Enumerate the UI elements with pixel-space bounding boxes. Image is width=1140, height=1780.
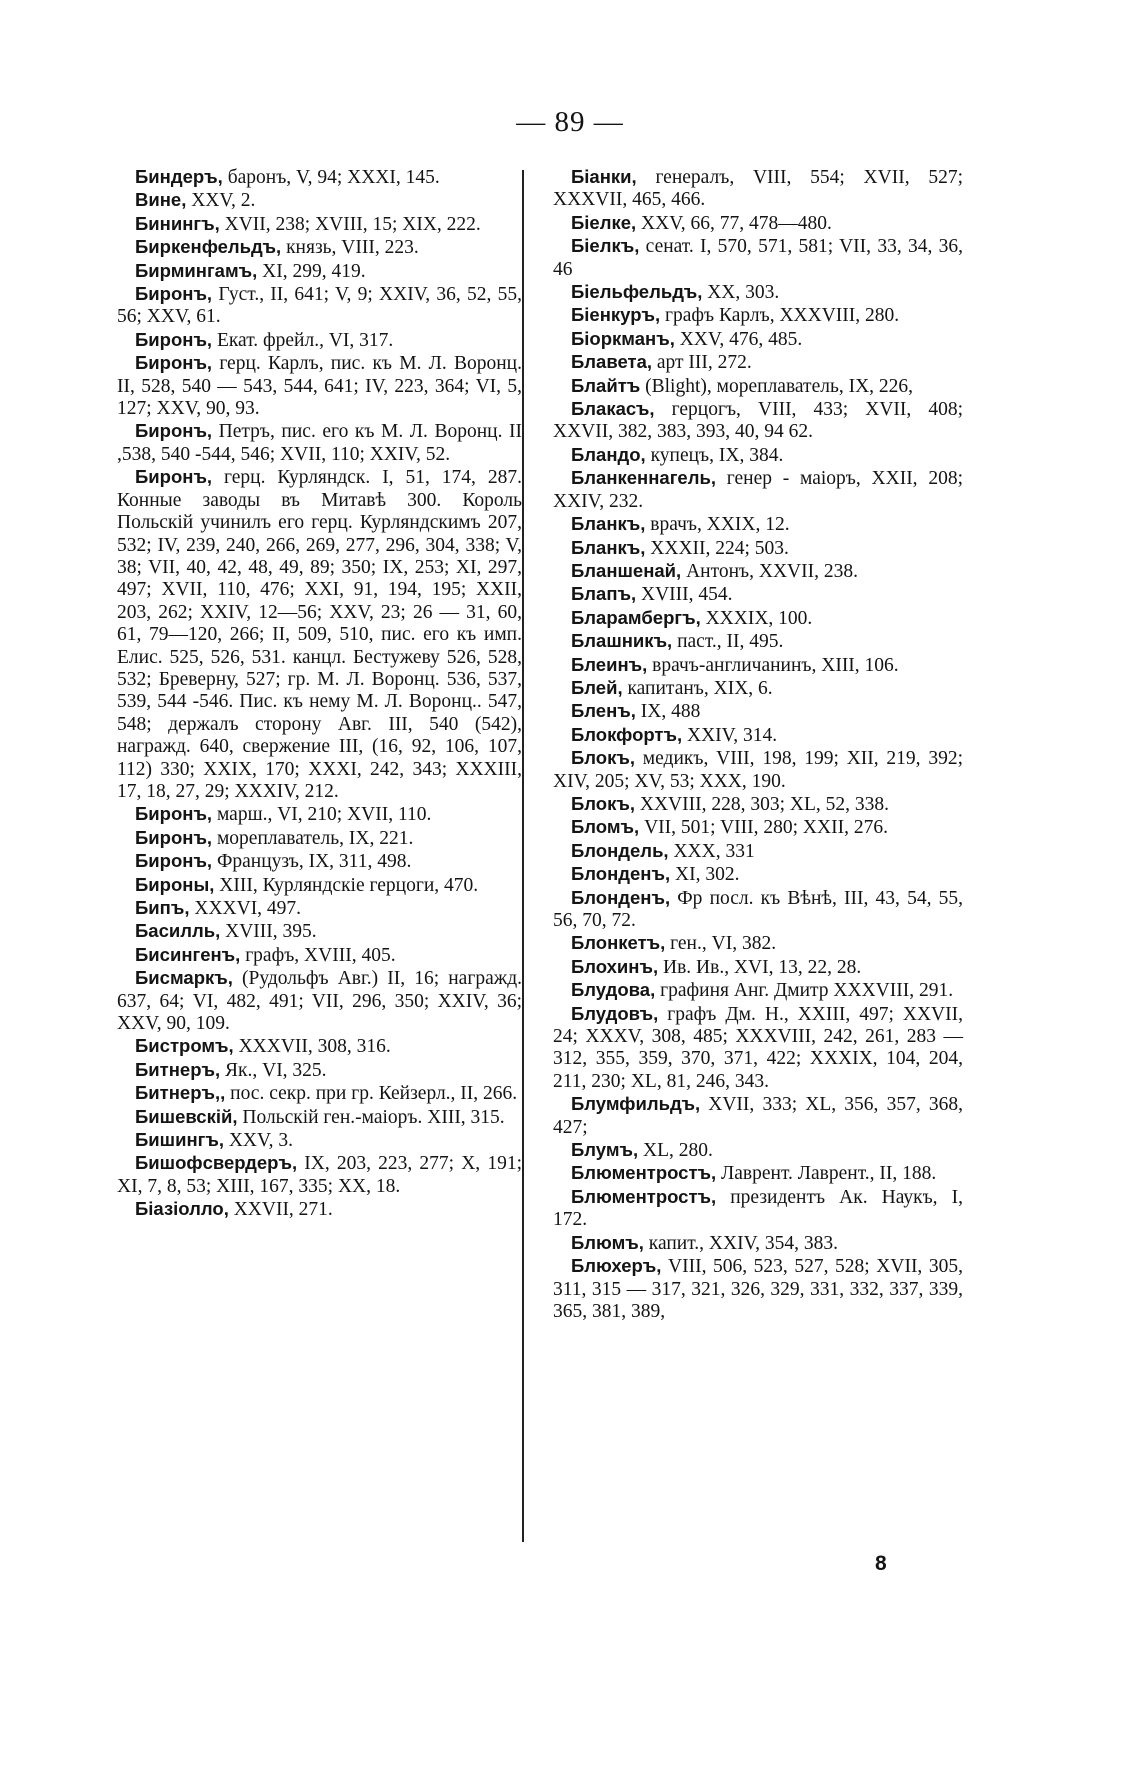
entry-name: Біоркманъ, xyxy=(571,327,675,349)
entry-name: Биронъ, xyxy=(135,466,213,488)
entry-references: медикъ, VIII, 198, 199; XII, 219, 392; XIV, 205; XV, 53; XXX, 190. xyxy=(553,748,964,792)
entry-name: Бироны, xyxy=(135,873,215,895)
entry-references: врачъ-англичанинъ, XIII, 106. xyxy=(652,654,899,676)
entry-name: Биронъ, xyxy=(135,283,213,305)
entry-references: XXIV, 314. xyxy=(686,724,778,746)
index-entry xyxy=(117,850,522,873)
index-entry xyxy=(553,840,963,863)
entry-name: Блайтъ xyxy=(571,374,641,396)
index-entry xyxy=(553,212,963,235)
entry-references: XXX, 331 xyxy=(673,840,755,862)
entry-name: Биронъ, xyxy=(135,803,213,825)
entry-name: Блокъ, xyxy=(571,747,635,769)
entry-references: графъ Дм. Н., XXIII, 497; XXVII, 24; XXXV, 308, 485; XXXVIII, 242, 261, 283 — 312, 355, 359, 370, 371, 422; XXXIX, 104, 204, 211, 230; XL, 81, 246, 343. xyxy=(553,1003,963,1092)
entry-references: герц. Карлъ, пис. къ М. Л. Воронц. II, 528, 540 — 543, 544, 641; IV, 223, 364; VI, 5, 127; XXV, 90, 93. xyxy=(117,353,522,420)
entry-references: герц. Курляндск. I, 51, 174, 287. Конные заводы въ Митавѣ 300. Король Польскій учинилъ его герц. Курляндскимъ 207, 532; IV, 239, 240, 266, 269, 277, 296, 304, 338; V, 38; VII, 40, 42, 48, 49, 89; 350; IX, 253; XI, 297, 497; XVII, 110, 476; XXI, 91, 194, 195; XXII, 203, 262; XXIV, 12—56; XXV, 23; 26 — 31, 60, 61, 79—120, 266; II, 509, 510, пис. его къ имп. Елис. 525, 526, 531. канцл. Бестужеву 526, 528, 532; Бреверну, 527; гр. М. Л. Воронц. 536, 537, 539, 544 -546. Пис. къ нему М. Л. Воронц.. 547, 548; держалъ сторону Авг. III, 540 (542), награжд. 640, свержение III, (16, 92, 106, 107, 112) 330; XXIX, 170; XXXI, 242, 343; XXXIII, 17, 18, 27, 29; XXXIV, 212. xyxy=(117,467,522,802)
entry-references: VII, 501; VIII, 280; XXII, 276. xyxy=(644,817,888,839)
entry-name: Блонденъ, xyxy=(571,886,671,908)
entry-name: Блашникъ, xyxy=(571,630,673,652)
index-entry xyxy=(553,537,963,560)
entry-name: Блокъ, xyxy=(571,792,635,814)
entry-name: Бландо, xyxy=(571,443,646,465)
entry-name: Биронъ, xyxy=(135,826,213,848)
index-entry xyxy=(553,444,963,467)
index-entry xyxy=(117,420,522,466)
entry-name: Бланкеннагель, xyxy=(571,467,716,489)
index-entry xyxy=(553,1255,963,1323)
entry-references: герцогъ, VIII, 433; XVII, 408; XXVII, 382, 383, 393, 40, 94 62. xyxy=(553,399,964,443)
index-entry xyxy=(117,803,522,826)
entry-references: Польскій ген.-маіоръ. XIII, 315. xyxy=(242,1106,505,1128)
index-entry xyxy=(117,874,522,897)
entry-name: Бланкъ, xyxy=(571,536,646,558)
index-entry xyxy=(117,1082,522,1105)
index-entry xyxy=(117,1035,522,1058)
index-entry xyxy=(553,1093,963,1139)
index-entry xyxy=(553,398,963,444)
entry-references: Французъ, IX, 311, 498. xyxy=(216,851,412,873)
index-entry xyxy=(117,1152,522,1198)
index-entry xyxy=(117,283,522,329)
entry-references: купецъ, IX, 384. xyxy=(650,444,784,466)
entry-references: генер - маіоръ, XXII, 208; XXIV, 232. xyxy=(553,468,963,512)
entry-name: Біазіолло, xyxy=(135,1198,229,1220)
entry-references: XL, 280. xyxy=(643,1140,713,1162)
entry-references: сенат. I, 570, 571, 581; VII, 33, 34, 36, 46 xyxy=(553,236,964,280)
entry-name: Бистромъ, xyxy=(135,1035,234,1057)
index-entry xyxy=(117,213,522,236)
entry-references: паст., II, 495. xyxy=(677,631,784,653)
index-entry xyxy=(553,1232,963,1255)
entry-name: Бленъ, xyxy=(571,700,636,722)
entry-name: Бирмингамъ, xyxy=(135,259,258,281)
index-entry xyxy=(553,863,963,886)
index-column-left xyxy=(117,166,522,1222)
entry-references: генералъ, VIII, 554; XVII, 527; XXXVII, 465, 466. xyxy=(553,167,964,211)
entry-name: Вине, xyxy=(135,189,187,211)
entry-references: XXXVII, 308, 316. xyxy=(238,1036,391,1058)
entry-name: Блюмъ, xyxy=(571,1231,644,1253)
entry-name: Блюментростъ, xyxy=(571,1162,717,1184)
entry-name: Бинингъ, xyxy=(135,212,220,234)
entry-references: Петръ, пис. его къ М. Л. Воронц. II ,538, 540 -544, 546; XVII, 110; XXIV, 52. xyxy=(117,421,523,465)
index-entry xyxy=(117,944,522,967)
entry-references: VIII, 506, 523, 527, 528; XVII, 305, 311, 315 — 317, 321, 326, 329, 331, 332, 337, 339, 365, 381, 389, xyxy=(553,1256,963,1322)
entry-name: Битнеръ,, xyxy=(135,1082,226,1104)
index-entry xyxy=(553,1003,963,1094)
entry-name: Бишофсвердеръ, xyxy=(135,1152,298,1174)
entry-name: Блапъ, xyxy=(571,583,637,605)
index-entry xyxy=(553,328,963,351)
index-entry xyxy=(117,1059,522,1082)
entry-name: Блондель, xyxy=(571,839,669,861)
index-entry xyxy=(553,932,963,955)
page-number: — 89 — xyxy=(516,106,624,138)
entry-name: Биронъ, xyxy=(135,328,213,350)
entry-references: баронъ, V, 94; XXXI, 145. xyxy=(227,167,440,188)
entry-references: мореплаватель, IX, 221. xyxy=(216,827,414,849)
entry-name: Біенкуръ, xyxy=(571,304,661,326)
entry-references: XXVII, 271. xyxy=(233,1199,333,1221)
entry-name: Бипъ, xyxy=(135,897,190,918)
index-entry xyxy=(553,583,963,606)
entry-references: Густ., II, 641; V, 9; XXIV, 36, 52, 55, 56; XXV, 61. xyxy=(117,284,523,328)
entry-name: Блеинъ, xyxy=(571,653,648,675)
index-entry xyxy=(117,1198,522,1221)
index-entry xyxy=(553,816,963,839)
entry-references: XXXII, 224; 503. xyxy=(650,537,789,559)
entry-name: Басилль, xyxy=(135,920,221,942)
entry-name: Біелке, xyxy=(571,211,637,233)
entry-name: Бишингъ, xyxy=(135,1129,224,1151)
index-entry xyxy=(117,166,522,189)
entry-references: пос. секр. при гр. Кейзерл., II, 266. xyxy=(230,1083,518,1105)
entry-references: президентъ Ак. Наукъ, I, 172. xyxy=(553,1186,963,1231)
entry-references: XXV, 66, 77, 478—480. xyxy=(641,212,832,234)
entry-references: XXV, 3. xyxy=(228,1130,293,1152)
entry-name: Блудова, xyxy=(571,979,656,1001)
entry-references: капитанъ, XIX, 6. xyxy=(627,677,773,699)
entry-name: Блудовъ, xyxy=(571,1002,659,1024)
entry-name: Біельфельдъ, xyxy=(571,281,703,303)
index-entry xyxy=(117,466,522,803)
index-entry xyxy=(553,166,963,212)
entry-references: XI, 299, 419. xyxy=(262,260,366,282)
entry-name: Биронъ, xyxy=(135,420,213,442)
entry-references: ген., VI, 382. xyxy=(670,933,777,955)
entry-references: XXV, 476, 485. xyxy=(679,328,803,350)
entry-references: Антонъ, XXVII, 238. xyxy=(686,560,858,582)
entry-name: Біелкъ, xyxy=(571,235,640,257)
entry-name: Бисингенъ, xyxy=(135,943,241,965)
entry-name: Бланшенай, xyxy=(571,559,682,581)
entry-references: IX, 203, 223, 277; X, 191; XI, 7, 8, 53; XIII, 167, 335; XX, 18. xyxy=(117,1153,522,1197)
index-entry xyxy=(553,304,963,327)
entry-references: XIII, Курляндскіе герцоги, 470. xyxy=(219,874,479,896)
entry-references: графиня Анг. Дмитр XXXVIII, 291. xyxy=(660,980,954,1002)
entry-references: Як., VI, 325. xyxy=(225,1059,327,1081)
index-entry xyxy=(553,513,963,536)
entry-references: IX, 488 xyxy=(640,701,701,723)
signature-mark: 8 xyxy=(875,1552,887,1575)
entry-references: капит., XXIV, 354, 383. xyxy=(648,1232,839,1254)
entry-name: Біанки, xyxy=(571,166,637,187)
entry-references: XI, 302. xyxy=(675,864,740,886)
index-entry xyxy=(553,654,963,677)
entry-references: (Рудольфъ Авг.) II, 16; награжд. 637, 64; VI, 482, 491; VII, 296, 350; XXIV, 36; XXV, 90, 109. xyxy=(117,968,523,1035)
entry-references: XVIII, 454. xyxy=(641,584,733,606)
column-divider xyxy=(522,170,524,1542)
index-entry xyxy=(553,793,963,816)
entry-references: марш., VI, 210; XVII, 110. xyxy=(216,804,432,826)
index-entry xyxy=(117,1129,522,1152)
index-entry xyxy=(117,897,522,920)
index-entry xyxy=(553,1186,963,1232)
entry-name: Бисмаркъ, xyxy=(135,967,233,989)
entry-references: графъ Карлъ, XXXVIII, 280. xyxy=(665,305,900,327)
entry-name: Блавета, xyxy=(571,351,653,373)
entry-name: Биндеръ, xyxy=(135,166,223,187)
entry-references: XX, 303. xyxy=(707,282,780,304)
entry-name: Бларамбергъ, xyxy=(571,606,701,628)
entry-references: XXVIII, 228, 303; XL, 52, 338. xyxy=(639,793,890,815)
entry-references: XXV, 2. xyxy=(191,190,256,212)
index-entry xyxy=(553,724,963,747)
index-entry xyxy=(117,967,522,1035)
index-entry xyxy=(117,260,522,283)
index-entry xyxy=(553,747,963,793)
entry-name: Блакасъ, xyxy=(571,398,655,420)
entry-references: XVII, 238; XVIII, 15; XIX, 222. xyxy=(224,213,481,235)
index-entry xyxy=(553,235,963,281)
index-entry xyxy=(553,281,963,304)
index-entry xyxy=(553,560,963,583)
index-entry xyxy=(553,887,963,933)
entry-name: Блюментростъ, xyxy=(571,1185,717,1207)
entry-name: Блонденъ, xyxy=(571,863,671,885)
index-entry xyxy=(553,630,963,653)
entry-references: Екат. фрейл., VI, 317. xyxy=(216,329,394,351)
entry-name: Блумфильдъ, xyxy=(571,1093,701,1115)
entry-references: арт III, 272. xyxy=(656,352,752,374)
entry-name: Биронъ, xyxy=(135,352,213,374)
entry-references: XXXIX, 100. xyxy=(705,607,813,629)
index-entry xyxy=(553,467,963,513)
entry-name: Бломъ, xyxy=(571,816,640,838)
entry-name: Блумъ, xyxy=(571,1139,639,1161)
entry-references: Фр посл. къ Вѣнѣ, III, 43, 54, 55, 56, 70, 72. xyxy=(553,887,963,931)
entry-name: Биронъ, xyxy=(135,850,213,872)
entry-references: Лаврент. Лаврент., II, 188. xyxy=(721,1163,937,1185)
entry-references: врачъ, XXIX, 12. xyxy=(650,514,790,536)
entry-name: Бишевскій, xyxy=(135,1105,238,1127)
entry-name: Блохинъ, xyxy=(571,955,659,977)
index-entry xyxy=(553,1162,963,1185)
entry-name: Блей, xyxy=(571,676,623,698)
index-entry xyxy=(117,920,522,943)
index-entry xyxy=(117,236,522,259)
index-entry xyxy=(117,189,522,212)
index-entry xyxy=(553,607,963,630)
index-entry xyxy=(553,956,963,979)
entry-name: Блюхеръ, xyxy=(571,1255,662,1277)
entry-references: Ив. Ив., XVI, 13, 22, 28. xyxy=(662,956,862,978)
index-entry xyxy=(117,827,522,850)
entry-references: (Blight), мореплаватель, IX, 226, xyxy=(645,375,914,397)
index-entry xyxy=(117,1106,522,1129)
index-entry xyxy=(117,352,522,420)
entry-references: XXXVI, 497. xyxy=(194,898,302,919)
entry-references: XVII, 333; XL, 356, 357, 368, 427; xyxy=(553,1094,963,1138)
index-entry xyxy=(117,329,522,352)
entry-references: XVIII, 395. xyxy=(225,921,317,943)
index-entry xyxy=(553,979,963,1002)
index-entry xyxy=(553,677,963,700)
index-column-right xyxy=(553,166,963,1323)
index-entry xyxy=(553,351,963,374)
index-entry xyxy=(553,1139,963,1162)
entry-name: Бланкъ, xyxy=(571,513,646,535)
entry-references: князь, VIII, 223. xyxy=(286,237,419,259)
index-entry xyxy=(553,375,963,398)
entry-name: Битнеръ, xyxy=(135,1058,221,1080)
entry-references: графъ, XVIII, 405. xyxy=(245,944,396,966)
entry-name: Блокфортъ, xyxy=(571,723,683,745)
entry-name: Блонкетъ, xyxy=(571,932,666,954)
index-entry xyxy=(553,700,963,723)
entry-name: Биркенфельдъ, xyxy=(135,236,282,258)
